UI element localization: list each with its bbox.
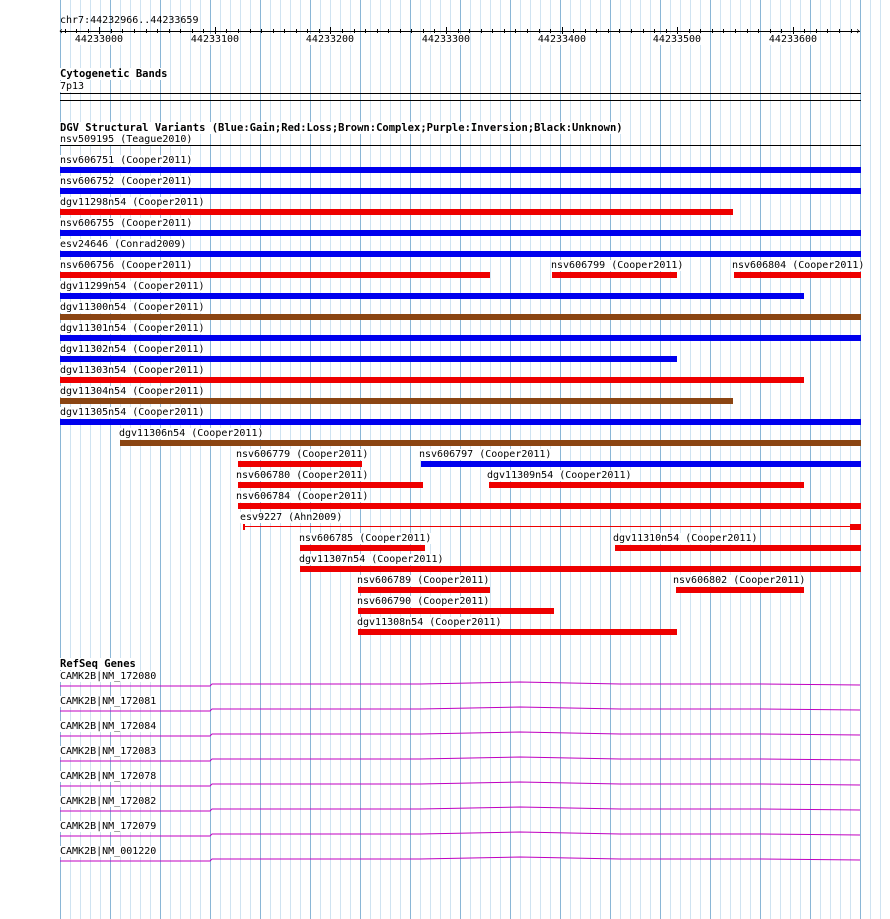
refseq-track-title[interactable]: RefSeq Genes bbox=[60, 658, 136, 670]
dgv-feature-label[interactable]: esv24646 (Conrad2009) bbox=[60, 239, 187, 250]
ruler-tick bbox=[631, 29, 632, 33]
refseq-gene-label[interactable]: CAMK2B|NM_172084 bbox=[60, 721, 157, 732]
ruler-tick bbox=[365, 29, 366, 33]
ruler-tick bbox=[827, 29, 828, 33]
dgv-feature-bar[interactable] bbox=[60, 293, 804, 299]
ruler-tick bbox=[643, 29, 644, 33]
dgv-feature-bar[interactable] bbox=[421, 461, 861, 467]
ruler-tick bbox=[781, 29, 782, 33]
dgv-feature-bar[interactable] bbox=[60, 272, 490, 278]
dgv-feature-label[interactable]: nsv606785 (Cooper2011) bbox=[299, 533, 432, 544]
ruler-tick bbox=[319, 29, 320, 33]
dgv-feature-label[interactable]: nsv606752 (Cooper2011) bbox=[60, 176, 193, 187]
ruler-arrow-left: ‹ bbox=[58, 26, 65, 37]
ruler-tick bbox=[573, 29, 574, 33]
ruler-tick bbox=[851, 29, 852, 33]
dgv-feature-label[interactable]: dgv11307n54 (Cooper2011) bbox=[299, 554, 444, 565]
ruler-tick bbox=[354, 29, 355, 33]
dgv-feature-bar[interactable] bbox=[300, 566, 861, 572]
dgv-feature-label[interactable]: nsv606802 (Cooper2011) bbox=[673, 575, 806, 586]
ruler-tick bbox=[492, 29, 493, 33]
refseq-gene-label[interactable]: CAMK2B|NM_172081 bbox=[60, 696, 157, 707]
dgv-feature-bar[interactable] bbox=[238, 482, 423, 488]
ruler-tick bbox=[192, 29, 193, 33]
ruler-tick bbox=[400, 29, 401, 33]
dgv-feature-bar[interactable] bbox=[676, 587, 804, 593]
dgv-feature-label[interactable]: nsv606784 (Cooper2011) bbox=[236, 491, 369, 502]
dgv-feature-label[interactable]: dgv11300n54 (Cooper2011) bbox=[60, 302, 205, 313]
dgv-feature-bar[interactable] bbox=[300, 545, 425, 551]
ruler-tick-label: 44233500 bbox=[652, 34, 702, 45]
dgv-feature-label[interactable]: nsv606804 (Cooper2011) bbox=[732, 260, 865, 271]
refseq-gene-label[interactable]: CAMK2B|NM_172078 bbox=[60, 771, 157, 782]
ruler-tick bbox=[723, 29, 724, 33]
dgv-feature-bar[interactable] bbox=[489, 482, 804, 488]
refseq-transcript-line[interactable] bbox=[60, 807, 860, 811]
dgv-feature-bar[interactable] bbox=[552, 272, 677, 278]
refseq-gene-label[interactable]: CAMK2B|NM_001220 bbox=[60, 846, 157, 857]
ruler-tick bbox=[585, 29, 586, 33]
dgv-feature-bar[interactable] bbox=[120, 440, 861, 446]
ruler-tick bbox=[273, 29, 274, 33]
ruler-tick bbox=[527, 29, 528, 33]
dgv-feature-bar[interactable] bbox=[60, 377, 804, 383]
cytoband-track-title[interactable]: Cytogenetic Bands bbox=[60, 68, 168, 80]
dgv-feature-label[interactable]: dgv11304n54 (Cooper2011) bbox=[60, 386, 205, 397]
refseq-transcripts bbox=[0, 660, 890, 870]
dgv-feature-bar[interactable] bbox=[60, 209, 733, 215]
ruler-tick bbox=[735, 29, 736, 33]
ruler-tick bbox=[839, 29, 840, 33]
ruler-tick bbox=[423, 29, 424, 33]
ruler-tick bbox=[307, 29, 308, 33]
dgv-feature-label[interactable]: esv9227 (Ahn2009) bbox=[240, 512, 343, 523]
dgv-feature-block[interactable] bbox=[243, 524, 245, 530]
refseq-transcript-line[interactable] bbox=[60, 682, 860, 686]
ruler-tick bbox=[434, 29, 435, 33]
ruler-tick bbox=[122, 29, 123, 33]
refseq-transcript-line[interactable] bbox=[60, 782, 860, 786]
ruler-tick bbox=[712, 29, 713, 33]
dgv-feature-bar[interactable] bbox=[60, 335, 861, 341]
ruler-tick-label: 44233200 bbox=[305, 34, 355, 45]
ruler-tick-label: 44233300 bbox=[421, 34, 471, 45]
refseq-transcript-line[interactable] bbox=[60, 757, 860, 761]
dgv-feature-label[interactable]: dgv11301n54 (Cooper2011) bbox=[60, 323, 205, 334]
dgv-feature-bar[interactable] bbox=[734, 272, 861, 278]
ruler-tick bbox=[608, 29, 609, 33]
dgv-feature-label[interactable]: nsv606755 (Cooper2011) bbox=[60, 218, 193, 229]
ruler-tick bbox=[469, 29, 470, 33]
dgv-feature-label[interactable]: nsv509195 (Teague2010) bbox=[60, 134, 193, 145]
refseq-transcript-line[interactable] bbox=[60, 707, 860, 711]
dgv-feature-connector[interactable] bbox=[243, 526, 861, 527]
dgv-feature-label[interactable]: nsv606790 (Cooper2011) bbox=[357, 596, 490, 607]
refseq-transcript-line[interactable] bbox=[60, 857, 860, 861]
ruler-tick bbox=[411, 29, 412, 33]
ruler-tick bbox=[65, 29, 66, 33]
dgv-feature-bar[interactable] bbox=[60, 145, 861, 146]
ruler-tick bbox=[816, 29, 817, 33]
dgv-feature-label[interactable]: dgv11305n54 (Cooper2011) bbox=[60, 407, 205, 418]
ruler-tick-label: 44233100 bbox=[190, 34, 240, 45]
refseq-gene-label[interactable]: CAMK2B|NM_172082 bbox=[60, 796, 157, 807]
ruler-tick bbox=[596, 29, 597, 33]
dgv-feature-label[interactable]: nsv606799 (Cooper2011) bbox=[551, 260, 684, 271]
ruler-tick bbox=[157, 29, 158, 33]
ruler-tick bbox=[550, 29, 551, 33]
dgv-feature-label[interactable]: dgv11309n54 (Cooper2011) bbox=[487, 470, 632, 481]
dgv-feature-bar[interactable] bbox=[60, 419, 861, 425]
ruler-tick bbox=[539, 29, 540, 33]
dgv-feature-bar[interactable] bbox=[358, 587, 490, 593]
ruler-tick bbox=[296, 29, 297, 33]
ruler-tick bbox=[76, 29, 77, 33]
ruler-tick bbox=[377, 29, 378, 33]
dgv-feature-bar[interactable] bbox=[358, 629, 677, 635]
ruler-tick bbox=[261, 29, 262, 33]
ruler-tick bbox=[666, 29, 667, 33]
ruler-tick bbox=[250, 29, 251, 33]
dgv-track-title[interactable]: DGV Structural Variants (Blue:Gain;Red:Loss;Brown:Complex;Purple:Inversion;Black:Unknown) bbox=[60, 122, 623, 134]
dgv-feature-bar[interactable] bbox=[238, 461, 362, 467]
ruler-tick bbox=[504, 29, 505, 33]
dgv-feature-label[interactable]: nsv606756 (Cooper2011) bbox=[60, 260, 193, 271]
dgv-feature-bar[interactable] bbox=[60, 398, 733, 404]
ruler-tick-label: 44233400 bbox=[537, 34, 587, 45]
ruler-tick bbox=[180, 29, 181, 33]
ruler-tick bbox=[700, 29, 701, 33]
cytoband-line bbox=[60, 93, 861, 94]
dgv-feature-label[interactable]: dgv11302n54 (Cooper2011) bbox=[60, 344, 205, 355]
ruler-tick bbox=[747, 29, 748, 33]
ruler-tick bbox=[654, 29, 655, 33]
ruler-tick bbox=[458, 29, 459, 33]
ruler-tick bbox=[169, 29, 170, 33]
ruler-tick bbox=[134, 29, 135, 33]
dgv-feature-bar[interactable] bbox=[60, 356, 677, 362]
refseq-transcript-line[interactable] bbox=[60, 732, 860, 736]
dgv-feature-label[interactable]: nsv606779 (Cooper2011) bbox=[236, 449, 369, 460]
ruler-tick bbox=[226, 29, 227, 33]
ruler-tick bbox=[388, 29, 389, 33]
ruler-tick bbox=[758, 29, 759, 33]
ruler-tick bbox=[342, 29, 343, 33]
dgv-feature-bar[interactable] bbox=[238, 503, 861, 509]
dgv-feature-bar[interactable] bbox=[358, 608, 554, 614]
ruler-tick bbox=[238, 29, 239, 33]
dgv-feature-label[interactable]: dgv11303n54 (Cooper2011) bbox=[60, 365, 205, 376]
dgv-feature-bar[interactable] bbox=[60, 314, 861, 320]
ruler-tick-label: 44233000 bbox=[74, 34, 124, 45]
ruler-tick-label: 44233600 bbox=[768, 34, 818, 45]
ruler-tick bbox=[804, 29, 805, 33]
dgv-feature-block[interactable] bbox=[850, 524, 861, 530]
ruler-arrow-right: › bbox=[855, 26, 862, 37]
refseq-transcript-line[interactable] bbox=[60, 832, 860, 836]
dgv-feature-label[interactable]: dgv11310n54 (Cooper2011) bbox=[613, 533, 758, 544]
ruler-tick bbox=[146, 29, 147, 33]
dgv-feature-bar[interactable] bbox=[615, 545, 861, 551]
dgv-feature-label[interactable]: dgv11298n54 (Cooper2011) bbox=[60, 197, 205, 208]
dgv-feature-bar[interactable] bbox=[60, 251, 861, 257]
ruler-tick bbox=[88, 29, 89, 33]
ruler-tick bbox=[689, 29, 690, 33]
dgv-feature-label[interactable]: dgv11299n54 (Cooper2011) bbox=[60, 281, 205, 292]
dgv-feature-bar[interactable] bbox=[60, 167, 861, 173]
ruler-range-label: chr7:44232966..44233659 bbox=[60, 15, 199, 26]
ruler-tick bbox=[515, 29, 516, 33]
ruler-tick bbox=[284, 29, 285, 33]
dgv-feature-bar[interactable] bbox=[60, 230, 861, 236]
ruler-tick bbox=[481, 29, 482, 33]
ruler-tick bbox=[770, 29, 771, 33]
cytoband-line-2 bbox=[60, 100, 861, 101]
dgv-feature-label[interactable]: nsv606789 (Cooper2011) bbox=[357, 575, 490, 586]
ruler-tick bbox=[619, 29, 620, 33]
refseq-gene-label[interactable]: CAMK2B|NM_172083 bbox=[60, 746, 157, 757]
refseq-gene-label[interactable]: CAMK2B|NM_172079 bbox=[60, 821, 157, 832]
dgv-feature-label[interactable]: nsv606797 (Cooper2011) bbox=[419, 449, 552, 460]
ruler-tick bbox=[111, 29, 112, 33]
dgv-feature-label[interactable]: dgv11308n54 (Cooper2011) bbox=[357, 617, 502, 628]
dgv-feature-label[interactable]: nsv606751 (Cooper2011) bbox=[60, 155, 193, 166]
dgv-feature-label[interactable]: dgv11306n54 (Cooper2011) bbox=[119, 428, 264, 439]
dgv-feature-label[interactable]: nsv606780 (Cooper2011) bbox=[236, 470, 369, 481]
refseq-gene-label[interactable]: CAMK2B|NM_172080 bbox=[60, 671, 157, 682]
dgv-feature-bar[interactable] bbox=[60, 188, 861, 194]
ruler-tick bbox=[203, 29, 204, 33]
cytoband-label[interactable]: 7p13 bbox=[60, 81, 85, 92]
